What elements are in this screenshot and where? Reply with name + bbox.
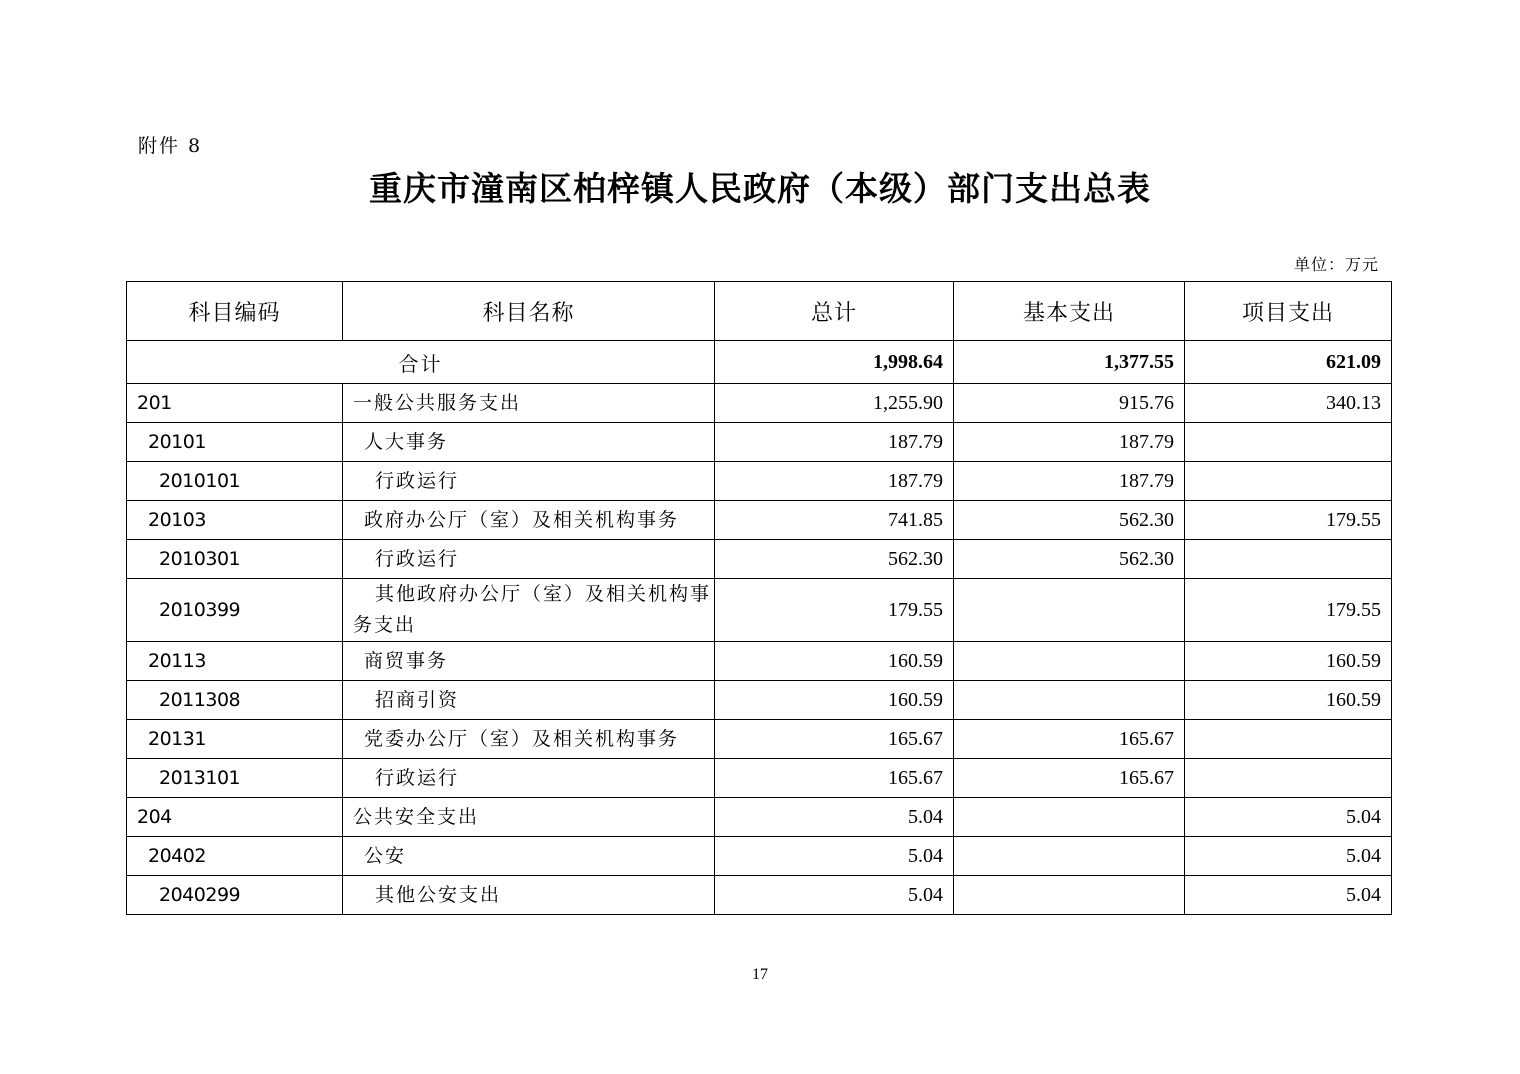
- row-code: 2040299: [127, 876, 343, 915]
- row-code: 2011308: [127, 681, 343, 720]
- row-name: 商贸事务: [343, 642, 715, 681]
- row-name: 其他公安支出: [343, 876, 715, 915]
- row-code: 2010101: [127, 462, 343, 501]
- table-header-row: [127, 282, 1392, 341]
- row-basic: 187.79: [954, 423, 1185, 462]
- header-basic: 基本支出: [954, 282, 1185, 341]
- row-total: 741.85: [715, 501, 954, 540]
- row-code: 2010399: [127, 579, 343, 642]
- table-row: [127, 462, 1392, 501]
- row-code: 20113: [127, 642, 343, 681]
- total-label: 合计: [127, 341, 715, 384]
- header-name: 科目名称: [343, 282, 715, 341]
- row-name: 其他政府办公厅（室）及相关机构事务支出: [343, 579, 715, 642]
- row-project: [1185, 462, 1392, 501]
- row-total: 187.79: [715, 462, 954, 501]
- row-code: 20131: [127, 720, 343, 759]
- page-title: 重庆市潼南区柏梓镇人民政府（本级）部门支出总表: [369, 169, 1151, 208]
- attachment-label: 附件 8: [138, 135, 203, 157]
- row-project: 340.13: [1185, 384, 1392, 423]
- row-project: 179.55: [1185, 579, 1392, 642]
- row-total: 160.59: [715, 681, 954, 720]
- row-total: 165.67: [715, 720, 954, 759]
- row-basic: [954, 798, 1185, 837]
- table-row: [127, 798, 1392, 837]
- row-code: 20402: [127, 837, 343, 876]
- row-project: 5.04: [1185, 876, 1392, 915]
- row-code: 2013101: [127, 759, 343, 798]
- page-number: 17: [752, 966, 768, 983]
- row-project: 5.04: [1185, 837, 1392, 876]
- table-row: [127, 384, 1392, 423]
- table-row: [127, 876, 1392, 915]
- row-name: 党委办公厅（室）及相关机构事务: [343, 720, 715, 759]
- row-total: 160.59: [715, 642, 954, 681]
- row-name: 行政运行: [343, 540, 715, 579]
- row-name: 行政运行: [343, 462, 715, 501]
- row-total: 1,255.90: [715, 384, 954, 423]
- table-row: [127, 837, 1392, 876]
- row-project: 5.04: [1185, 798, 1392, 837]
- expenditure-table: [126, 281, 1392, 915]
- row-name: 行政运行: [343, 759, 715, 798]
- table-row: [127, 540, 1392, 579]
- table-row: [127, 642, 1392, 681]
- row-total: 5.04: [715, 876, 954, 915]
- total-basic: 1,377.55: [954, 341, 1185, 384]
- row-basic: 562.30: [954, 501, 1185, 540]
- row-basic: [954, 579, 1185, 642]
- row-project: [1185, 423, 1392, 462]
- row-project: 160.59: [1185, 642, 1392, 681]
- row-project: 179.55: [1185, 501, 1392, 540]
- row-total: 5.04: [715, 798, 954, 837]
- row-basic: [954, 876, 1185, 915]
- row-name: 政府办公厅（室）及相关机构事务: [343, 501, 715, 540]
- row-basic: 915.76: [954, 384, 1185, 423]
- row-total: 179.55: [715, 579, 954, 642]
- total-sum: 1,998.64: [715, 341, 954, 384]
- header-total: 总计: [715, 282, 954, 341]
- header-code: 科目编码: [127, 282, 343, 341]
- row-project: [1185, 759, 1392, 798]
- table-row: [127, 423, 1392, 462]
- row-basic: 165.67: [954, 720, 1185, 759]
- row-name: 一般公共服务支出: [343, 384, 715, 423]
- header-project: 项目支出: [1185, 282, 1392, 341]
- row-project: 160.59: [1185, 681, 1392, 720]
- row-basic: [954, 681, 1185, 720]
- table-row: [127, 720, 1392, 759]
- row-basic: [954, 837, 1185, 876]
- row-basic: 562.30: [954, 540, 1185, 579]
- row-total: 187.79: [715, 423, 954, 462]
- table-row: [127, 501, 1392, 540]
- unit-label: 单位：万元: [1293, 255, 1379, 274]
- total-row: [127, 341, 1392, 384]
- row-name: 人大事务: [343, 423, 715, 462]
- row-code: 201: [127, 384, 343, 423]
- row-code: 204: [127, 798, 343, 837]
- row-project: [1185, 540, 1392, 579]
- table-row: [127, 681, 1392, 720]
- row-project: [1185, 720, 1392, 759]
- row-total: 165.67: [715, 759, 954, 798]
- row-total: 5.04: [715, 837, 954, 876]
- row-basic: [954, 642, 1185, 681]
- row-name: 招商引资: [343, 681, 715, 720]
- table-row: [127, 759, 1392, 798]
- row-name: 公安: [343, 837, 715, 876]
- row-basic: 165.67: [954, 759, 1185, 798]
- row-name: 公共安全支出: [343, 798, 715, 837]
- row-basic: 187.79: [954, 462, 1185, 501]
- table-row: [127, 579, 1392, 642]
- row-total: 562.30: [715, 540, 954, 579]
- row-code: 20103: [127, 501, 343, 540]
- total-project: 621.09: [1185, 341, 1392, 384]
- row-code: 2010301: [127, 540, 343, 579]
- row-code: 20101: [127, 423, 343, 462]
